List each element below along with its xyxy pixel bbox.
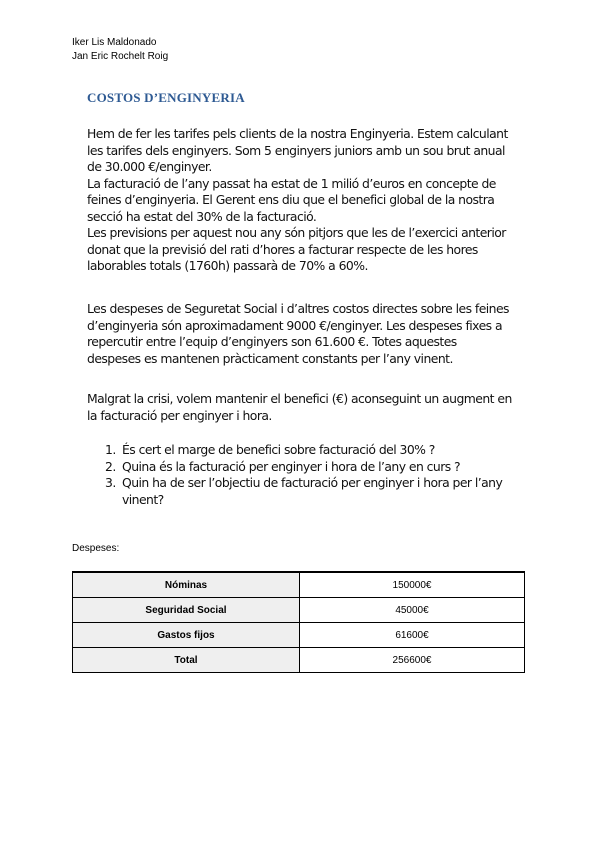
table-cell-value: 45000€	[300, 598, 525, 623]
table-row	[73, 648, 525, 673]
question-text: És cert el marge de benefici sobre facturació del 30% ?	[122, 442, 435, 457]
table-cell-label: Nóminas	[73, 572, 300, 598]
text-line: la facturació per enginyer i hora.	[87, 407, 272, 423]
text-line: de 30.000 €/enginyer.	[87, 159, 212, 174]
table-cell-label: Seguridad Social	[73, 598, 300, 623]
table-row	[73, 572, 525, 598]
paragraph-goal	[87, 391, 527, 424]
question-number: 1.	[105, 442, 116, 457]
text-line: secció ha estat del 30% de la facturació.	[87, 208, 317, 224]
text-line: repercutir entre l’equip d’enginyers son 61.600 €. Totes aquestes	[87, 334, 457, 349]
table-cell-value: 61600€	[300, 623, 525, 648]
table-cell-label: Gastos fijos	[73, 623, 300, 648]
text-line: Les despeses de Seguretat Social i d’altres costos directes sobre les feines	[87, 301, 509, 316]
question-number: 3.	[105, 475, 116, 490]
table-cell-value: 256600€	[300, 648, 525, 673]
question-item	[87, 475, 527, 508]
expenses-label: Despeses:	[72, 543, 120, 554]
expenses-table	[72, 571, 525, 673]
text-line: laborables totals (1760h) passarà de 70% a 60%.	[87, 258, 368, 273]
document-title: COSTOS D’ENGINYERIA	[87, 90, 245, 105]
author-name: Iker Lis Maldonado	[72, 37, 157, 48]
table-row	[73, 598, 525, 623]
question-number: 2.	[105, 458, 116, 474]
text-line: Les previsions per aquest nou any són pitjors que les de l’exercici anterior	[87, 225, 506, 240]
question-text: vinent?	[122, 491, 164, 507]
question-text: Quin ha de ser l’objectiu de facturació per enginyer i hora per l’any	[122, 475, 503, 490]
text-line: despeses es mantenen pràcticament constants per l’any vinent.	[87, 350, 453, 366]
question-item	[87, 459, 527, 476]
text-line: Malgrat la crisi, volem mantenir el benefici (€) aconseguint un augment en	[87, 391, 512, 406]
text-line: Hem de fer les tarifes pels clients de la nostra Enginyeria. Estem calculant	[87, 126, 508, 141]
author-name: Jan Eric Rochelt Roig	[72, 51, 169, 62]
author-names	[72, 36, 168, 64]
text-line: La facturació de l’any passat ha estat de 1 milió d’euros en concepte de	[87, 175, 496, 191]
text-line: les tarifes dels enginyers. Som 5 enginyers juniors amb un sou brut anual	[87, 142, 505, 158]
table-row	[73, 623, 525, 648]
paragraph-context	[87, 126, 527, 275]
text-line: feines d’enginyeria. El Gerent ens diu que el benefici global de la nostra	[87, 192, 495, 207]
question-text: Quina és la facturació per enginyer i hora de l’any en curs ?	[122, 458, 461, 474]
paragraph-expenses	[87, 301, 527, 367]
table-cell-value: 150000€	[300, 572, 525, 598]
table-cell-label: Total	[73, 648, 300, 673]
question-item	[87, 442, 527, 459]
question-list	[87, 442, 527, 508]
text-line: d’enginyeria són aproximadament 9000 €/enginyer. Les despeses fixes a	[87, 317, 502, 333]
text-line: donat que la previsió del rati d’hores a facturar respecte de les hores	[87, 241, 478, 257]
